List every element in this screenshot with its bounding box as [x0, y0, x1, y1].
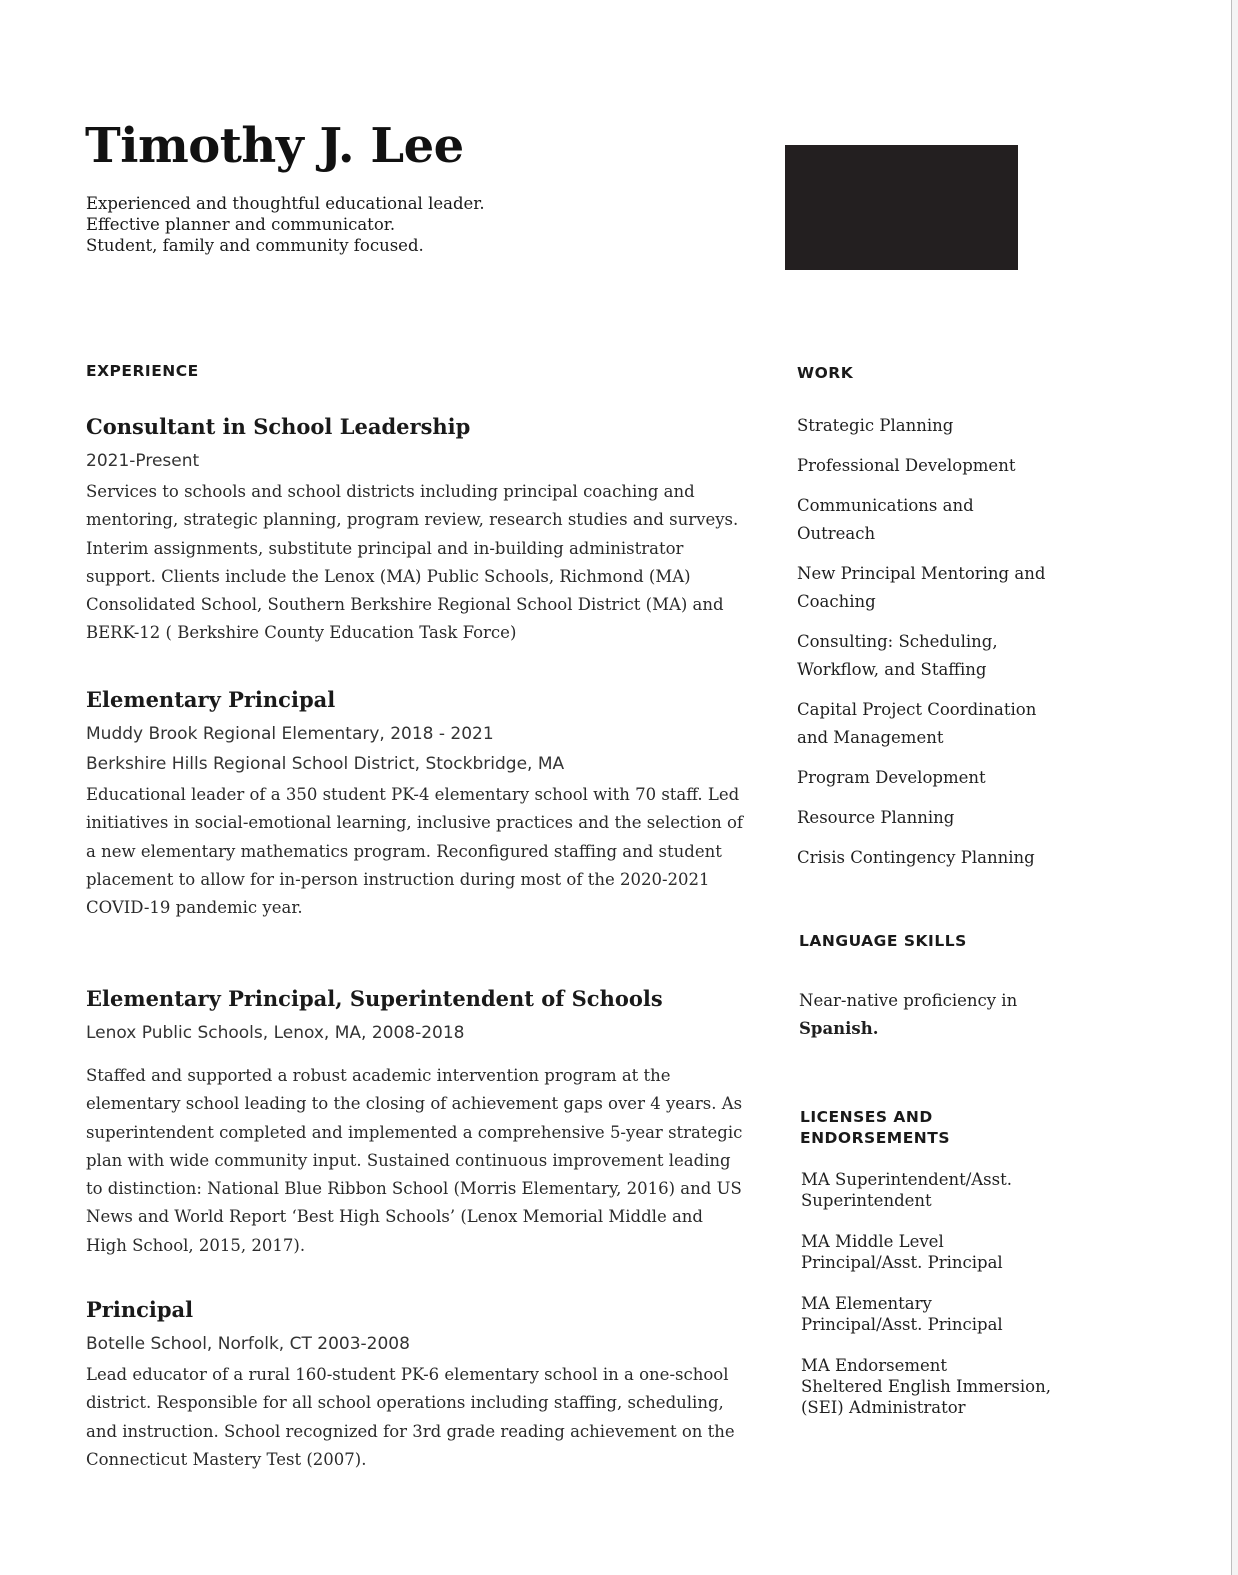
language-name: Spanish. — [799, 1019, 879, 1038]
job-description: Educational leader of a 350 student PK-4 elementary school with 70 staff. Led initiatives in social-emotional learning, inclusive practices and the selection of a new elementary mathematics program. Reconfigured staffing and student placement to allow for in-person instruction during most of the 2020-2021 COVID-19 pandemic year. — [86, 785, 743, 918]
work-heading: WORK — [797, 364, 854, 382]
job-description: Services to schools and school districts including principal coaching and mentoring, strategic planning, program review, research studies and surveys. Interim assignments, substitute principal and in-building administrator support. Clients include the Lenox (MA) Public Schools, Richmond (MA) Consolidated School, Southern Berkshire Regional School District (MA) and BERK-12 ( Berkshire County Education Task Force) — [86, 482, 739, 643]
license-item: MA Elementary Principal/Asst. Principal — [801, 1294, 1003, 1334]
licenses-list — [801, 1169, 1091, 1418]
work-list — [797, 412, 1087, 872]
language-proficiency: Near-native proficiency in — [799, 991, 1018, 1010]
tagline-line: Student, family and community focused. — [86, 236, 424, 255]
licenses-heading: LICENSES AND ENDORSEMENTS — [800, 1108, 951, 1147]
tagline-line: Experienced and thoughtful educational leader. — [86, 194, 485, 213]
job-dates: 2021-Present — [86, 451, 200, 471]
work-item: Crisis Contingency Planning — [797, 848, 1035, 867]
license-item: MA Superintendent/Asst. Superintendent — [801, 1170, 1012, 1210]
job-entry — [86, 686, 746, 922]
job-title: Elementary Principal — [86, 687, 336, 712]
experience-heading: EXPERIENCE — [86, 362, 199, 380]
tagline-line: Effective planner and communicator. — [86, 215, 396, 234]
work-item: Program Development — [797, 768, 986, 787]
work-item: New Principal Mentoring and Coaching — [797, 564, 1046, 611]
job-description: Lead educator of a rural 160-student PK-6 elementary school in a one-school district. Responsible for all school operations including staffing, scheduling, and instruction. School recognized for 3rd grade reading achievement on the Connecticut Mastery Test (2007). — [86, 1365, 735, 1469]
work-item: Capital Project Coordination and Management — [797, 700, 1037, 747]
work-item: Consulting: Scheduling, Workflow, and Staffing — [797, 632, 998, 679]
job-district: Berkshire Hills Regional School District, Stockbridge, MA — [86, 754, 565, 774]
job-description: Staffed and supported a robust academic intervention program at the elementary school leading to the closing of achievement gaps over 4 years. As superintendent completed and implemented a comprehensive 5-year strategic plan with wide community input. Sustained continuous improvement leading to distinction: National Blue Ribbon School (Morris Elementary, 2016) and US News and World Report ‘Best High Schools’ (Lenox Memorial Middle and High School, 2015, 2017). — [86, 1066, 743, 1255]
tagline — [86, 193, 485, 256]
work-item: Resource Planning — [797, 808, 955, 827]
candidate-name: Timothy J. Lee — [85, 118, 464, 174]
job-entry — [86, 413, 746, 648]
license-item: MA Middle Level Principal/Asst. Principal — [801, 1232, 1003, 1272]
job-school: Lenox Public Schools, Lenox, MA, 2008-2018 — [86, 1023, 465, 1043]
photo-placeholder — [785, 145, 1018, 270]
job-entry — [86, 985, 746, 1260]
work-item: Communications and Outreach — [797, 496, 974, 543]
work-item: Strategic Planning — [797, 416, 954, 435]
job-school: Botelle School, Norfolk, CT 2003-2008 — [86, 1334, 410, 1354]
language-block — [799, 987, 1059, 1043]
job-title: Elementary Principal, Superintendent of Schools — [86, 986, 663, 1011]
license-item: MA Endorsement Sheltered English Immersion, (SEI) Administrator — [801, 1356, 1051, 1417]
language-text — [799, 987, 1059, 1043]
page-edge — [1231, 0, 1238, 1575]
job-entry — [86, 1296, 746, 1474]
work-item: Professional Development — [797, 456, 1016, 475]
job-title: Principal — [86, 1297, 194, 1322]
job-title: Consultant in School Leadership — [86, 414, 471, 439]
language-heading: LANGUAGE SKILLS — [799, 932, 967, 950]
job-school: Muddy Brook Regional Elementary, 2018 - 2021 — [86, 724, 494, 744]
